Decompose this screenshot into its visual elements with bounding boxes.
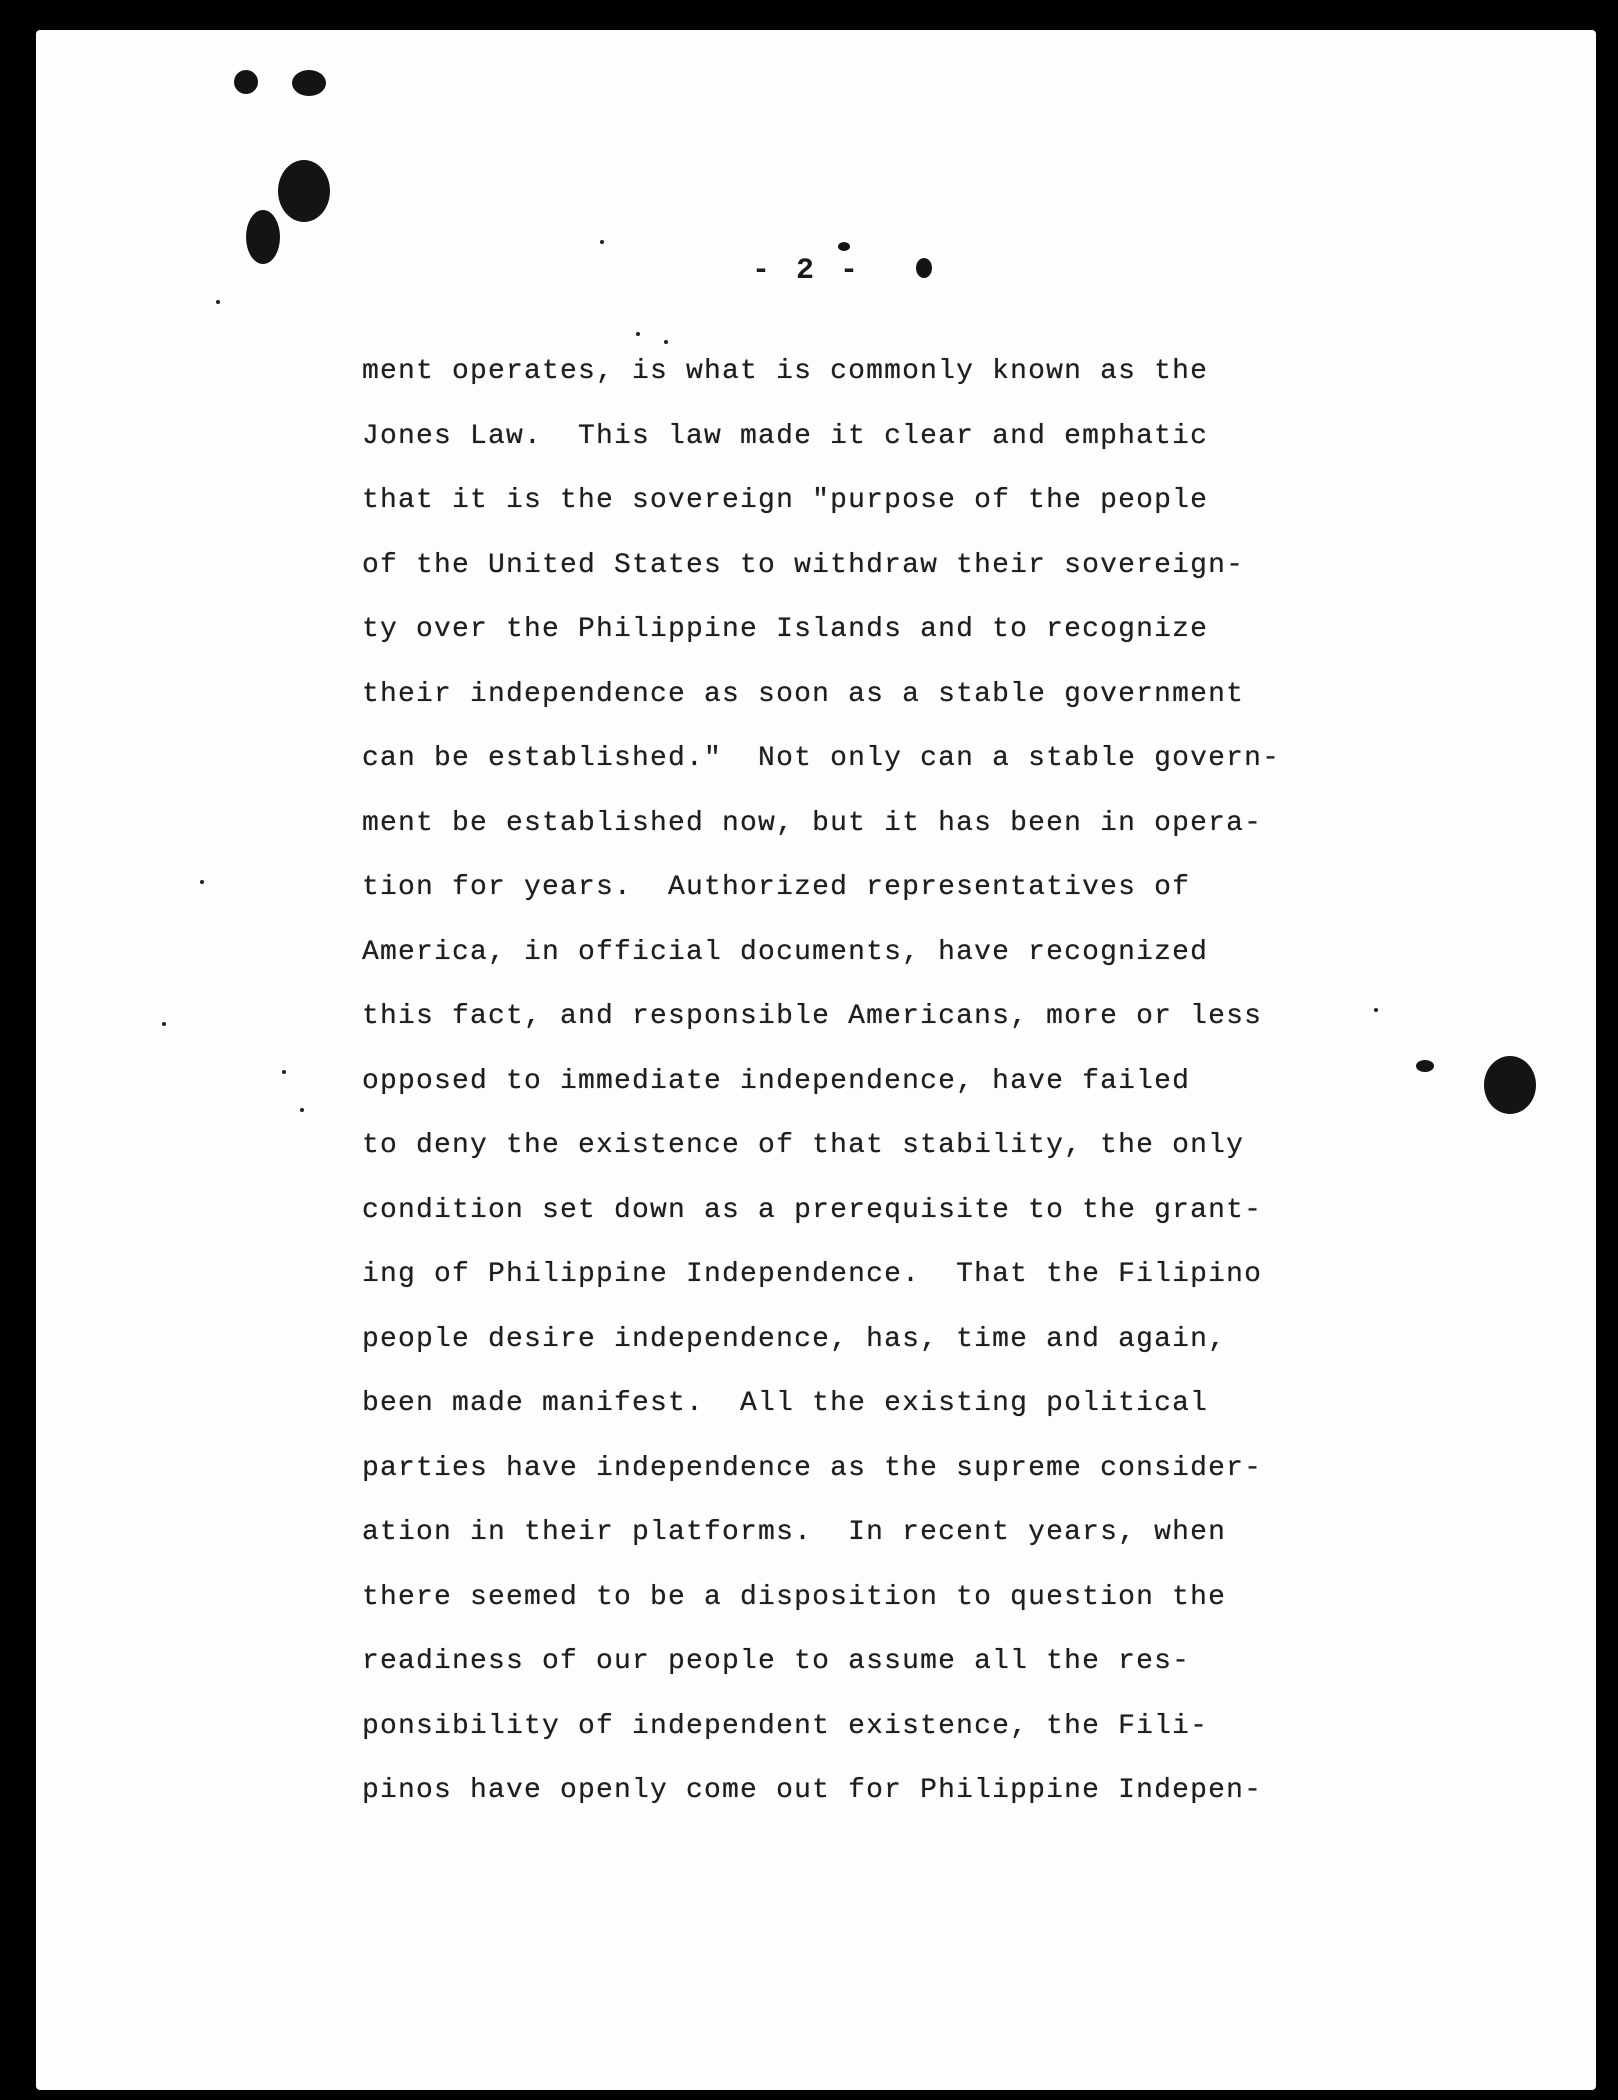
text-line: there seemed to be a disposition to question the	[362, 1581, 1227, 1613]
ink-blot	[838, 242, 850, 251]
speck	[162, 1022, 166, 1026]
ink-blot	[292, 70, 326, 96]
speck	[200, 880, 204, 884]
speck	[300, 1108, 304, 1112]
ink-blot	[916, 258, 932, 278]
text-line: that it is the sovereign "purpose of the people	[362, 485, 1209, 516]
text-line: America, in official documents, have recognized	[362, 936, 1209, 968]
text-line: condition set down as a prerequisite to the grant-	[362, 1194, 1263, 1226]
ink-blot	[278, 160, 330, 222]
text-line: ment be established now, but it has been in opera-	[362, 807, 1263, 839]
text-line: been made manifest. All the existing political	[362, 1388, 1209, 1419]
text-line: people desire independence, has, time and again,	[362, 1323, 1227, 1355]
speck	[636, 332, 640, 336]
text-line: their independence as soon as a stable government	[362, 678, 1245, 710]
text-line: opposed to immediate independence, have failed	[362, 1065, 1191, 1097]
text-line: of the United States to withdraw their sovereign-	[362, 549, 1245, 581]
text-line: pinos have openly come out for Philippine Indepen-	[362, 1775, 1263, 1806]
speck	[600, 240, 604, 244]
ink-blot	[246, 210, 280, 264]
typed-paragraph	[362, 340, 1422, 1824]
text-line: ty over the Philippine Islands and to recognize	[362, 614, 1209, 645]
text-line: parties have independence as the supreme consider-	[362, 1452, 1263, 1484]
text-line: this fact, and responsible Americans, more or less	[362, 1001, 1263, 1032]
page-number: - 2 -	[752, 254, 863, 288]
ink-blot	[1484, 1056, 1536, 1114]
text-line: ing of Philippine Independence. That the Filipino	[362, 1259, 1263, 1290]
text-line: ponsibility of independent existence, the Fili-	[362, 1710, 1209, 1742]
text-line: ment operates, is what is commonly known as the	[362, 356, 1209, 387]
speck	[282, 1070, 286, 1074]
text-line: readiness of our people to assume all the res-	[362, 1646, 1191, 1677]
speck	[216, 300, 220, 304]
text-line: can be established." Not only can a stable govern-	[362, 743, 1281, 774]
text-line: Jones Law. This law made it clear and emphatic	[362, 420, 1209, 452]
text-line: to deny the existence of that stability, the only	[362, 1130, 1245, 1161]
text-line: ation in their platforms. In recent years, when	[362, 1517, 1227, 1548]
text-line: tion for years. Authorized representatives of	[362, 872, 1191, 903]
ink-blot	[234, 70, 258, 94]
